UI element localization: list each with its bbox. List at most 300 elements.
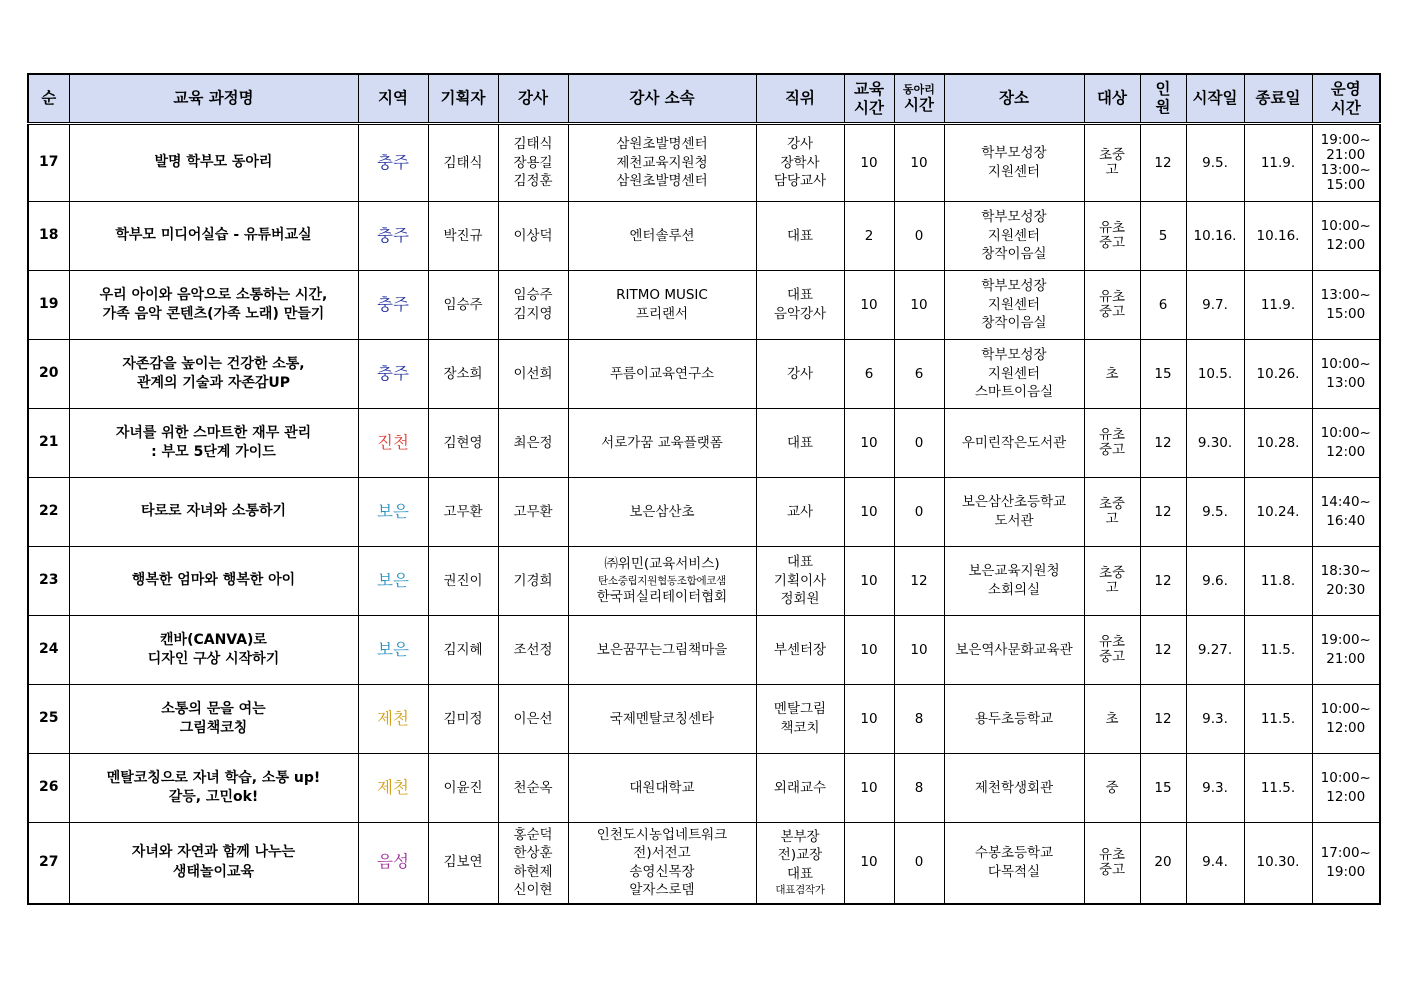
cell-people: 5 (1140, 202, 1186, 271)
cell-end: 11.5. (1244, 685, 1312, 754)
cell-target (1084, 754, 1140, 823)
cell-affiliation (568, 547, 756, 616)
cell-line: 한국퍼실리테이터협회 (596, 589, 728, 606)
cell-end: 11.8. (1244, 547, 1312, 616)
cell-line: 기경희 (513, 572, 553, 589)
cell-instructor (498, 340, 568, 409)
cell-line: 정회원 (780, 591, 820, 608)
cell-line: 교사 (786, 503, 814, 520)
cell-edu-hours: 10 (844, 124, 894, 202)
cell-place (944, 616, 1084, 685)
cell-line: 대표 (786, 865, 814, 882)
cell-line: 21:00 (1326, 651, 1366, 667)
cell-line: 제천교육지원청 (616, 154, 708, 171)
cell-target (1084, 547, 1140, 616)
cell-line: 생태놀이교육 (172, 863, 255, 880)
cell-line: 16:40 (1326, 513, 1366, 529)
cell-line: 최은정 (513, 434, 553, 451)
cell-edu-hours: 10 (844, 478, 894, 547)
cell-start: 9.5. (1186, 478, 1244, 547)
cell-end: 10.24. (1244, 478, 1312, 547)
cell-instructor (498, 409, 568, 478)
cell-club-hours: 10 (894, 271, 944, 340)
cell-region: 충주 (358, 271, 428, 340)
cell-affiliation (568, 685, 756, 754)
cell-end: 10.26. (1244, 340, 1312, 409)
cell-line: 고무환 (513, 503, 553, 520)
cell-place (944, 478, 1084, 547)
cell-no: 24 (28, 616, 69, 685)
cell-target (1084, 409, 1140, 478)
cell-planner: 권진이 (428, 547, 498, 616)
cell-line: 17:00~ (1320, 845, 1371, 862)
cell-line: 보은삼산초 (629, 503, 695, 520)
cell-people: 12 (1140, 616, 1186, 685)
cell-op-time (1312, 685, 1380, 754)
cell-line: 김정훈 (513, 173, 553, 190)
cell-line: 하현제 (513, 863, 553, 880)
cell-line: 행복한 엄마와 행복한 아이 (131, 572, 296, 589)
cell-end: 10.16. (1244, 202, 1312, 271)
cell-line: 강사 (786, 365, 814, 382)
cell-region: 보은 (358, 616, 428, 685)
cell-line: 자녀와 자연과 함께 나누는 (131, 844, 296, 861)
cell-club-hours: 10 (894, 124, 944, 202)
cell-target (1084, 478, 1140, 547)
header-edu-hours (844, 74, 894, 124)
cell-instructor (498, 124, 568, 202)
cell-club-hours: 8 (894, 685, 944, 754)
cell-line: 본부장 (780, 828, 820, 845)
cell-line: 외래교수 (773, 779, 827, 796)
cell-place (944, 547, 1084, 616)
cell-affiliation (568, 616, 756, 685)
cell-line: 학부모성장 (981, 209, 1047, 226)
cell-line: 지원센터 (987, 164, 1041, 180)
cell-line: 20:30 (1326, 582, 1366, 598)
cell-place (944, 823, 1084, 904)
cell-club-hours: 6 (894, 340, 944, 409)
cell-line: 학부모 미디어실습 - 유튜버교실 (115, 227, 312, 244)
cell-line: 10:00~ (1320, 701, 1371, 718)
cell-place (944, 685, 1084, 754)
cell-affiliation (568, 478, 756, 547)
cell-planner: 이윤진 (428, 754, 498, 823)
cell-start: 10.16. (1186, 202, 1244, 271)
cell-no: 25 (28, 685, 69, 754)
cell-planner: 김지혜 (428, 616, 498, 685)
cell-no: 19 (28, 271, 69, 340)
cell-line: 중고 (1098, 304, 1126, 320)
cell-edu-hours: 10 (844, 685, 894, 754)
cell-affiliation (568, 340, 756, 409)
cell-line: 12:00 (1326, 720, 1366, 736)
header-no: 순 (28, 74, 69, 124)
cell-line: 중고 (1098, 235, 1126, 251)
cell-club-hours: 0 (894, 202, 944, 271)
cell-line: 초 (1105, 365, 1119, 382)
cell-line: 12:00 (1326, 444, 1366, 460)
cell-line: 우미린작은도서관 (961, 434, 1067, 451)
cell-people: 12 (1140, 547, 1186, 616)
program-table-sheet (27, 73, 1379, 905)
cell-line: 대표 (786, 554, 814, 571)
cell-op-time (1312, 754, 1380, 823)
cell-no: 18 (28, 202, 69, 271)
cell-line: 멘탈코칭으로 자녀 학습, 소통 up! (106, 769, 321, 786)
cell-line: 이은선 (513, 710, 553, 727)
cell-instructor (498, 478, 568, 547)
cell-line: 중고 (1098, 861, 1126, 878)
cell-line: 12:00 (1326, 789, 1366, 805)
cell-line: 삼원초발명센터 (616, 173, 708, 190)
cell-line: 수봉초등학교 (974, 845, 1054, 862)
cell-line: 김지영 (513, 306, 553, 322)
cell-line: 스마트이음실 (974, 384, 1054, 401)
cell-place (944, 124, 1084, 202)
cell-op-time (1312, 202, 1380, 271)
cell-start: 9.30. (1186, 409, 1244, 478)
cell-line: 10:00~ (1320, 425, 1371, 442)
cell-line: 장용길 (513, 154, 553, 171)
cell-line: 보은역사문화교육관 (955, 641, 1073, 658)
cell-no: 20 (28, 340, 69, 409)
cell-no: 17 (28, 124, 69, 202)
cell-position (756, 409, 844, 478)
cell-line: 소회의실 (987, 582, 1041, 598)
cell-club-hours: 10 (894, 616, 944, 685)
cell-course (69, 823, 358, 904)
cell-line: 유초 (1098, 427, 1126, 444)
cell-line: 학부모성장 (981, 278, 1047, 295)
cell-position (756, 616, 844, 685)
cell-line: 18:30~ (1320, 563, 1371, 580)
cell-position (756, 754, 844, 823)
cell-region: 충주 (358, 202, 428, 271)
cell-line: 중고 (1098, 649, 1126, 665)
cell-start: 9.6. (1186, 547, 1244, 616)
cell-line: 전)서전고 (633, 845, 691, 862)
cell-people: 12 (1140, 685, 1186, 754)
header-edu-hours-line: 시간 (854, 98, 884, 117)
cell-edu-hours: 10 (844, 409, 894, 478)
cell-line: 김태식 (513, 136, 553, 153)
cell-line: 인천도시농업네트워크 (596, 826, 728, 843)
cell-line: 이선희 (513, 365, 553, 382)
cell-club-hours: 0 (894, 409, 944, 478)
header-club-hours (894, 74, 944, 124)
cell-line: 관계의 기술과 자존감UP (136, 375, 291, 391)
cell-people: 12 (1140, 124, 1186, 202)
cell-line: 19:00 (1326, 863, 1366, 880)
cell-op-time (1312, 340, 1380, 409)
cell-line: 기획이사 (773, 572, 827, 589)
cell-region: 충주 (358, 340, 428, 409)
cell-line: 창작이음실 (981, 315, 1047, 332)
cell-planner: 박진규 (428, 202, 498, 271)
cell-position (756, 202, 844, 271)
cell-line: 유초 (1098, 289, 1126, 306)
cell-line: RITMO MUSIC (616, 287, 708, 304)
header-planner: 기획자 (428, 74, 498, 124)
cell-instructor (498, 547, 568, 616)
cell-position (756, 823, 844, 904)
cell-line: 홍순덕 (513, 826, 553, 843)
cell-edu-hours: 10 (844, 823, 894, 904)
cell-affiliation (568, 409, 756, 478)
cell-line: 다목적실 (987, 863, 1041, 880)
cell-edu-hours: 6 (844, 340, 894, 409)
cell-people: 15 (1140, 340, 1186, 409)
cell-region: 제천 (358, 685, 428, 754)
cell-line: 도서관 (994, 513, 1034, 529)
cell-line: 소통의 문을 여는 (161, 700, 266, 717)
cell-course (69, 271, 358, 340)
cell-line: 유초 (1098, 634, 1126, 651)
cell-op-time (1312, 823, 1380, 904)
cell-line: 보은꿈꾸는그림책마을 (596, 641, 728, 658)
cell-club-hours: 8 (894, 754, 944, 823)
cell-line: 캔바(CANVA)로 (160, 631, 267, 648)
cell-course (69, 754, 358, 823)
cell-line: 음악강사 (773, 306, 827, 322)
cell-end: 10.28. (1244, 409, 1312, 478)
cell-course (69, 409, 358, 478)
cell-op-time (1312, 547, 1380, 616)
cell-line: 지원센터 (987, 227, 1041, 244)
cell-line: 14:40~ (1320, 494, 1371, 511)
cell-place (944, 340, 1084, 409)
cell-club-hours: 0 (894, 478, 944, 547)
table-row (28, 547, 1380, 616)
cell-people: 12 (1140, 409, 1186, 478)
cell-instructor (498, 202, 568, 271)
cell-line: 가족 음악 콘텐츠(가족 노래) 만들기 (102, 306, 325, 322)
cell-start: 9.3. (1186, 685, 1244, 754)
table-row (28, 202, 1380, 271)
cell-planner: 임승주 (428, 271, 498, 340)
cell-edu-hours: 10 (844, 271, 894, 340)
cell-course (69, 478, 358, 547)
cell-line: 한상훈 (513, 845, 553, 862)
cell-planner: 고무환 (428, 478, 498, 547)
cell-end: 11.5. (1244, 616, 1312, 685)
header-affiliation: 강사 소속 (568, 74, 756, 124)
cell-line: 탄소중립지원협동조합에코샘 (598, 574, 726, 587)
cell-start: 9.3. (1186, 754, 1244, 823)
cell-course (69, 202, 358, 271)
cell-position (756, 547, 844, 616)
cell-line: 초중 (1098, 496, 1126, 513)
cell-line: ㈜위민(교육서비스) (604, 556, 720, 573)
cell-line: 고 (1105, 580, 1119, 596)
cell-line: 보은삼산초등학교 (961, 494, 1067, 511)
cell-no: 26 (28, 754, 69, 823)
cell-line: 학부모성장 (981, 347, 1047, 364)
cell-instructor (498, 754, 568, 823)
cell-line: 19:00~ (1320, 632, 1371, 649)
cell-target (1084, 616, 1140, 685)
cell-line: 초중 (1098, 147, 1126, 164)
cell-target (1084, 685, 1140, 754)
cell-start: 9.4. (1186, 823, 1244, 904)
cell-op-time (1312, 124, 1380, 202)
cell-planner: 김보연 (428, 823, 498, 904)
cell-line: 고 (1105, 162, 1119, 178)
cell-line: 책코치 (780, 720, 820, 736)
cell-position (756, 685, 844, 754)
cell-edu-hours: 10 (844, 754, 894, 823)
cell-line: 대표 (786, 227, 814, 244)
cell-no: 21 (28, 409, 69, 478)
cell-region: 보은 (358, 547, 428, 616)
header-row (28, 74, 1380, 124)
cell-line: 신이현 (513, 882, 553, 899)
cell-line: 송영신목장 (629, 863, 695, 880)
header-op-time-line: 운영 (1330, 79, 1361, 98)
cell-start: 9.27. (1186, 616, 1244, 685)
cell-people: 12 (1140, 478, 1186, 547)
cell-instructor (498, 685, 568, 754)
cell-line: 프리랜서 (635, 306, 689, 322)
cell-line: 21:00 (1326, 147, 1366, 164)
cell-line: 국제멘탈코칭센타 (609, 710, 715, 727)
cell-end: 11.9. (1244, 271, 1312, 340)
cell-place (944, 409, 1084, 478)
cell-line: 알자스로뎀 (629, 882, 695, 899)
cell-start: 9.7. (1186, 271, 1244, 340)
cell-line: 초중 (1098, 565, 1126, 582)
cell-line: 우리 아이와 음악으로 소통하는 시간, (99, 286, 328, 303)
cell-affiliation (568, 754, 756, 823)
cell-end: 11.5. (1244, 754, 1312, 823)
header-club-hours-line: 시간 (904, 95, 934, 114)
table-row (28, 409, 1380, 478)
cell-position (756, 340, 844, 409)
cell-line: 중 (1105, 779, 1119, 796)
header-place: 장소 (944, 74, 1084, 124)
header-target: 대상 (1084, 74, 1140, 124)
cell-line: 서로가꿈 교육플랫폼 (601, 434, 723, 451)
header-op-time-line: 시간 (1330, 98, 1361, 117)
cell-end: 11.9. (1244, 124, 1312, 202)
cell-op-time (1312, 409, 1380, 478)
cell-course (69, 340, 358, 409)
table-row (28, 823, 1380, 904)
table-body (28, 124, 1380, 904)
cell-line: 발명 학부모 동아리 (154, 154, 273, 171)
cell-line: 담당교사 (773, 173, 827, 190)
cell-target (1084, 271, 1140, 340)
cell-line: 부센터장 (773, 641, 827, 658)
cell-line: 디자인 구상 시작하기 (147, 651, 280, 667)
cell-line: 제천학생회관 (974, 779, 1054, 796)
cell-op-time (1312, 616, 1380, 685)
cell-line: 강사 (786, 136, 814, 153)
cell-region: 진천 (358, 409, 428, 478)
cell-op-time (1312, 271, 1380, 340)
header-people-line: 인 (1155, 80, 1171, 99)
header-position: 직위 (756, 74, 844, 124)
cell-line: 지원센터 (987, 365, 1041, 382)
cell-line: 15:00 (1326, 176, 1366, 193)
cell-affiliation (568, 124, 756, 202)
cell-people: 15 (1140, 754, 1186, 823)
cell-line: 유초 (1098, 220, 1126, 237)
cell-line: 창작이음실 (981, 246, 1047, 263)
cell-line: 12:00 (1326, 237, 1366, 253)
cell-line: 대원대학교 (629, 779, 695, 796)
cell-target (1084, 124, 1140, 202)
cell-planner: 장소희 (428, 340, 498, 409)
header-start: 시작일 (1186, 74, 1244, 124)
cell-line: 엔터솔루션 (629, 227, 695, 244)
cell-no: 23 (28, 547, 69, 616)
cell-end: 10.30. (1244, 823, 1312, 904)
cell-line: 지원센터 (987, 296, 1041, 313)
cell-edu-hours: 2 (844, 202, 894, 271)
cell-affiliation (568, 823, 756, 904)
cell-region: 음성 (358, 823, 428, 904)
cell-people: 6 (1140, 271, 1186, 340)
cell-people: 20 (1140, 823, 1186, 904)
cell-place (944, 202, 1084, 271)
cell-planner: 김현영 (428, 409, 498, 478)
header-people-line: 원 (1155, 97, 1171, 116)
header-people (1140, 74, 1186, 124)
table-row (28, 478, 1380, 547)
cell-affiliation (568, 202, 756, 271)
cell-start: 10.5. (1186, 340, 1244, 409)
cell-line: 10:00~ (1320, 770, 1371, 787)
cell-region: 충주 (358, 124, 428, 202)
cell-region: 보은 (358, 478, 428, 547)
cell-line: 임승주 (513, 287, 553, 304)
table-row (28, 754, 1380, 823)
cell-line: 자녀를 위한 스마트한 재무 관리 (115, 424, 312, 441)
cell-line: 용두초등학교 (974, 710, 1054, 727)
cell-line: 10:00~ (1320, 218, 1371, 235)
cell-line: 그림책코칭 (179, 720, 248, 736)
cell-line: 13:00 (1326, 375, 1366, 391)
cell-line: 천순옥 (513, 779, 553, 796)
cell-affiliation (568, 271, 756, 340)
cell-edu-hours: 10 (844, 547, 894, 616)
header-course: 교육 과정명 (69, 74, 358, 124)
cell-line: 푸름이교육연구소 (609, 365, 715, 382)
header-instructor: 강사 (498, 74, 568, 124)
cell-line: 10:00~ (1320, 356, 1371, 373)
cell-course (69, 616, 358, 685)
cell-position (756, 271, 844, 340)
cell-start: 9.5. (1186, 124, 1244, 202)
cell-line: 멘탈그림 (773, 701, 827, 718)
cell-place (944, 754, 1084, 823)
cell-planner: 김태식 (428, 124, 498, 202)
cell-line: 대표겸작가 (775, 884, 825, 897)
cell-line: 15:00 (1326, 306, 1366, 322)
header-club-hours-line: 동아리 (903, 82, 935, 96)
header-end: 종료일 (1244, 74, 1312, 124)
cell-instructor (498, 616, 568, 685)
cell-position (756, 124, 844, 202)
cell-region: 제천 (358, 754, 428, 823)
cell-line: 유초 (1098, 846, 1126, 863)
header-op-time (1312, 74, 1380, 124)
cell-line: 대표 (786, 434, 814, 451)
cell-line: 고 (1105, 511, 1119, 527)
cell-line: 13:00~ (1320, 287, 1371, 304)
